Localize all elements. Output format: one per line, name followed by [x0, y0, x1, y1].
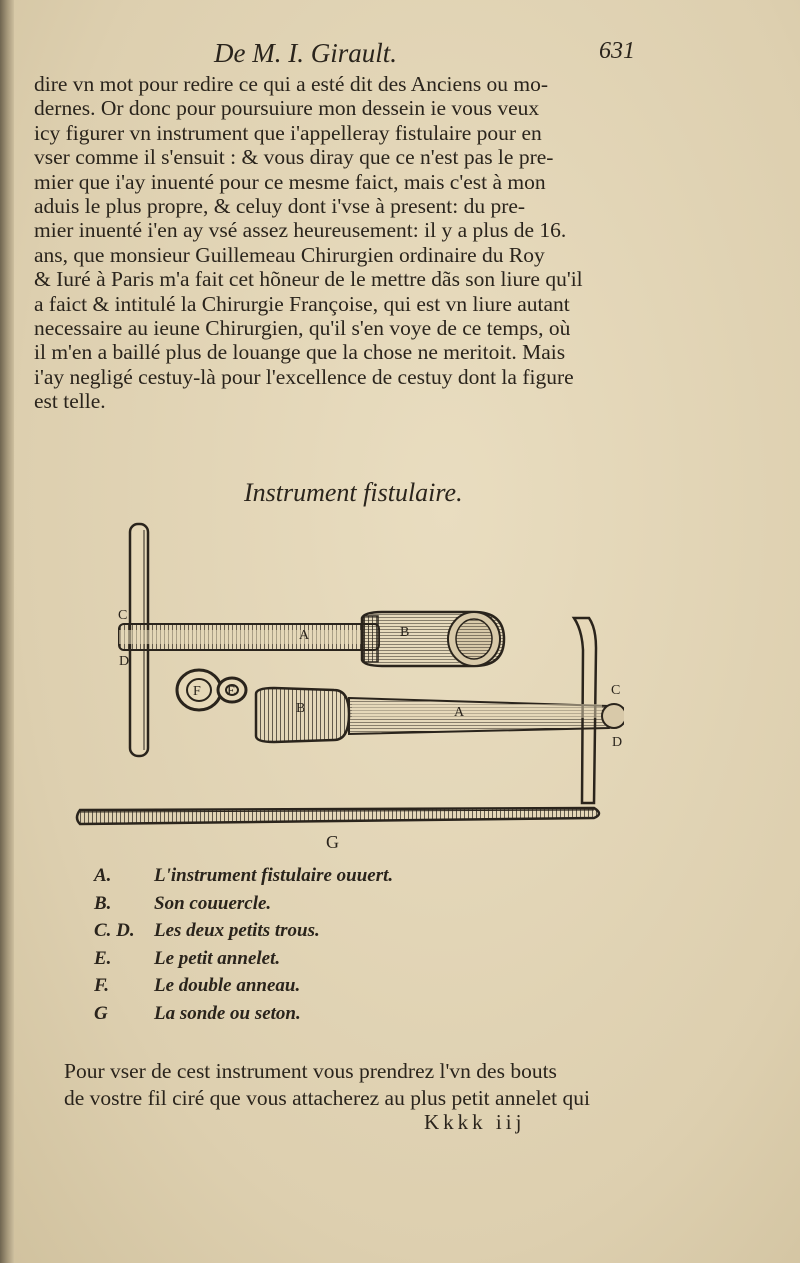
figure-label: E — [227, 684, 236, 699]
figure-label: F — [193, 684, 201, 699]
legend-item — [94, 975, 494, 1003]
legend-item — [94, 893, 494, 921]
figure-label: A — [299, 628, 310, 643]
signature-mark: Kkkk iij — [424, 1110, 526, 1134]
legend-label: Les deux petits trous. — [154, 920, 320, 941]
fistular-instrument-engraving — [64, 518, 624, 863]
text-line: dire vn mot pour redire ce qui a esté dit des Anciens ou mo- — [34, 72, 549, 96]
legend-label: Le petit annelet. — [154, 947, 281, 969]
body-paragraph — [34, 72, 674, 413]
text-line: il m'en a baillé plus de louange que la chose ne meritoit. Mais — [34, 340, 566, 365]
text-line: ans, que monsieur Guillemeau Chirurgien ordinaire du Roy — [34, 242, 545, 267]
legend-key: G — [94, 1002, 108, 1024]
text-line: a faict & intitulé la Chirurgie Françoise, qui est vn liure autant — [34, 291, 570, 316]
page-number: 631 — [599, 38, 635, 64]
text-line: & Iuré à Paris m'a fait cet hõneur de le mettre dãs son liure qu'il — [34, 267, 583, 292]
legend-item — [94, 1003, 494, 1031]
book-page — [14, 0, 800, 1263]
legend-key: A. — [94, 865, 112, 886]
text-line: mier inuenté i'en ay vsé assez heureusement: il y a plus de 16. — [34, 218, 567, 243]
figure-label: A — [454, 705, 465, 720]
page-header — [14, 38, 800, 72]
figure-label: B — [400, 625, 410, 640]
text-line: aduis le plus propre, & celuy dont i'vse à present: du pre- — [34, 193, 526, 218]
figure-label: B — [296, 701, 306, 716]
text-line: i'ay negligé cestuy-là pour l'excellence de cestuy dont la figure — [34, 364, 574, 389]
legend-key: C. D. — [94, 920, 135, 941]
figure-label: D — [612, 735, 623, 750]
legend-key: B. — [94, 892, 112, 914]
text-line: dernes. Or donc pour poursuiure mon dessein ie vous veux — [34, 96, 540, 121]
text-line: icy figurer vn instrument que i'appelleray fistulaire pour en — [34, 120, 542, 145]
legend-item — [94, 865, 494, 893]
figure-title: Instrument fistulaire. — [244, 478, 463, 507]
figure-legend — [94, 865, 494, 1030]
legend-label: La sonde ou seton. — [154, 1002, 301, 1024]
figure-label: C — [611, 683, 621, 698]
legend-key: E. — [94, 947, 112, 969]
text-line: necessaire au ieune Chirurgien, qu'il s'en voye de ce temps, où — [34, 315, 571, 340]
legend-label: Son couuercle. — [154, 892, 272, 914]
legend-label: L'instrument fistulaire ouuert. — [154, 865, 394, 886]
figure-label: D — [119, 654, 130, 669]
figure-label: G — [326, 832, 339, 852]
text-line: mier que i'ay inuenté pour ce mesme faict, mais c'est à mon — [34, 169, 546, 194]
legend-item — [94, 948, 494, 976]
legend-key: F. — [94, 975, 109, 996]
text-line: vser comme il s'ensuit : & vous diray que ce n'est pas le pre- — [34, 145, 554, 170]
text-line: Pour vser de cest instrument vous prendrez l'vn des bouts — [64, 1059, 557, 1083]
figure-label: C — [118, 608, 128, 623]
legend-label: Le double anneau. — [154, 975, 301, 996]
text-line: de vostre fil ciré que vous attacherez au plus petit annelet qui — [64, 1086, 590, 1110]
legend-item — [94, 920, 494, 948]
book-spine-edge — [0, 0, 14, 1263]
running-head: De M. I. Girault. — [214, 38, 397, 68]
closing-paragraph — [64, 1058, 684, 1112]
text-line: est telle. — [34, 389, 106, 414]
